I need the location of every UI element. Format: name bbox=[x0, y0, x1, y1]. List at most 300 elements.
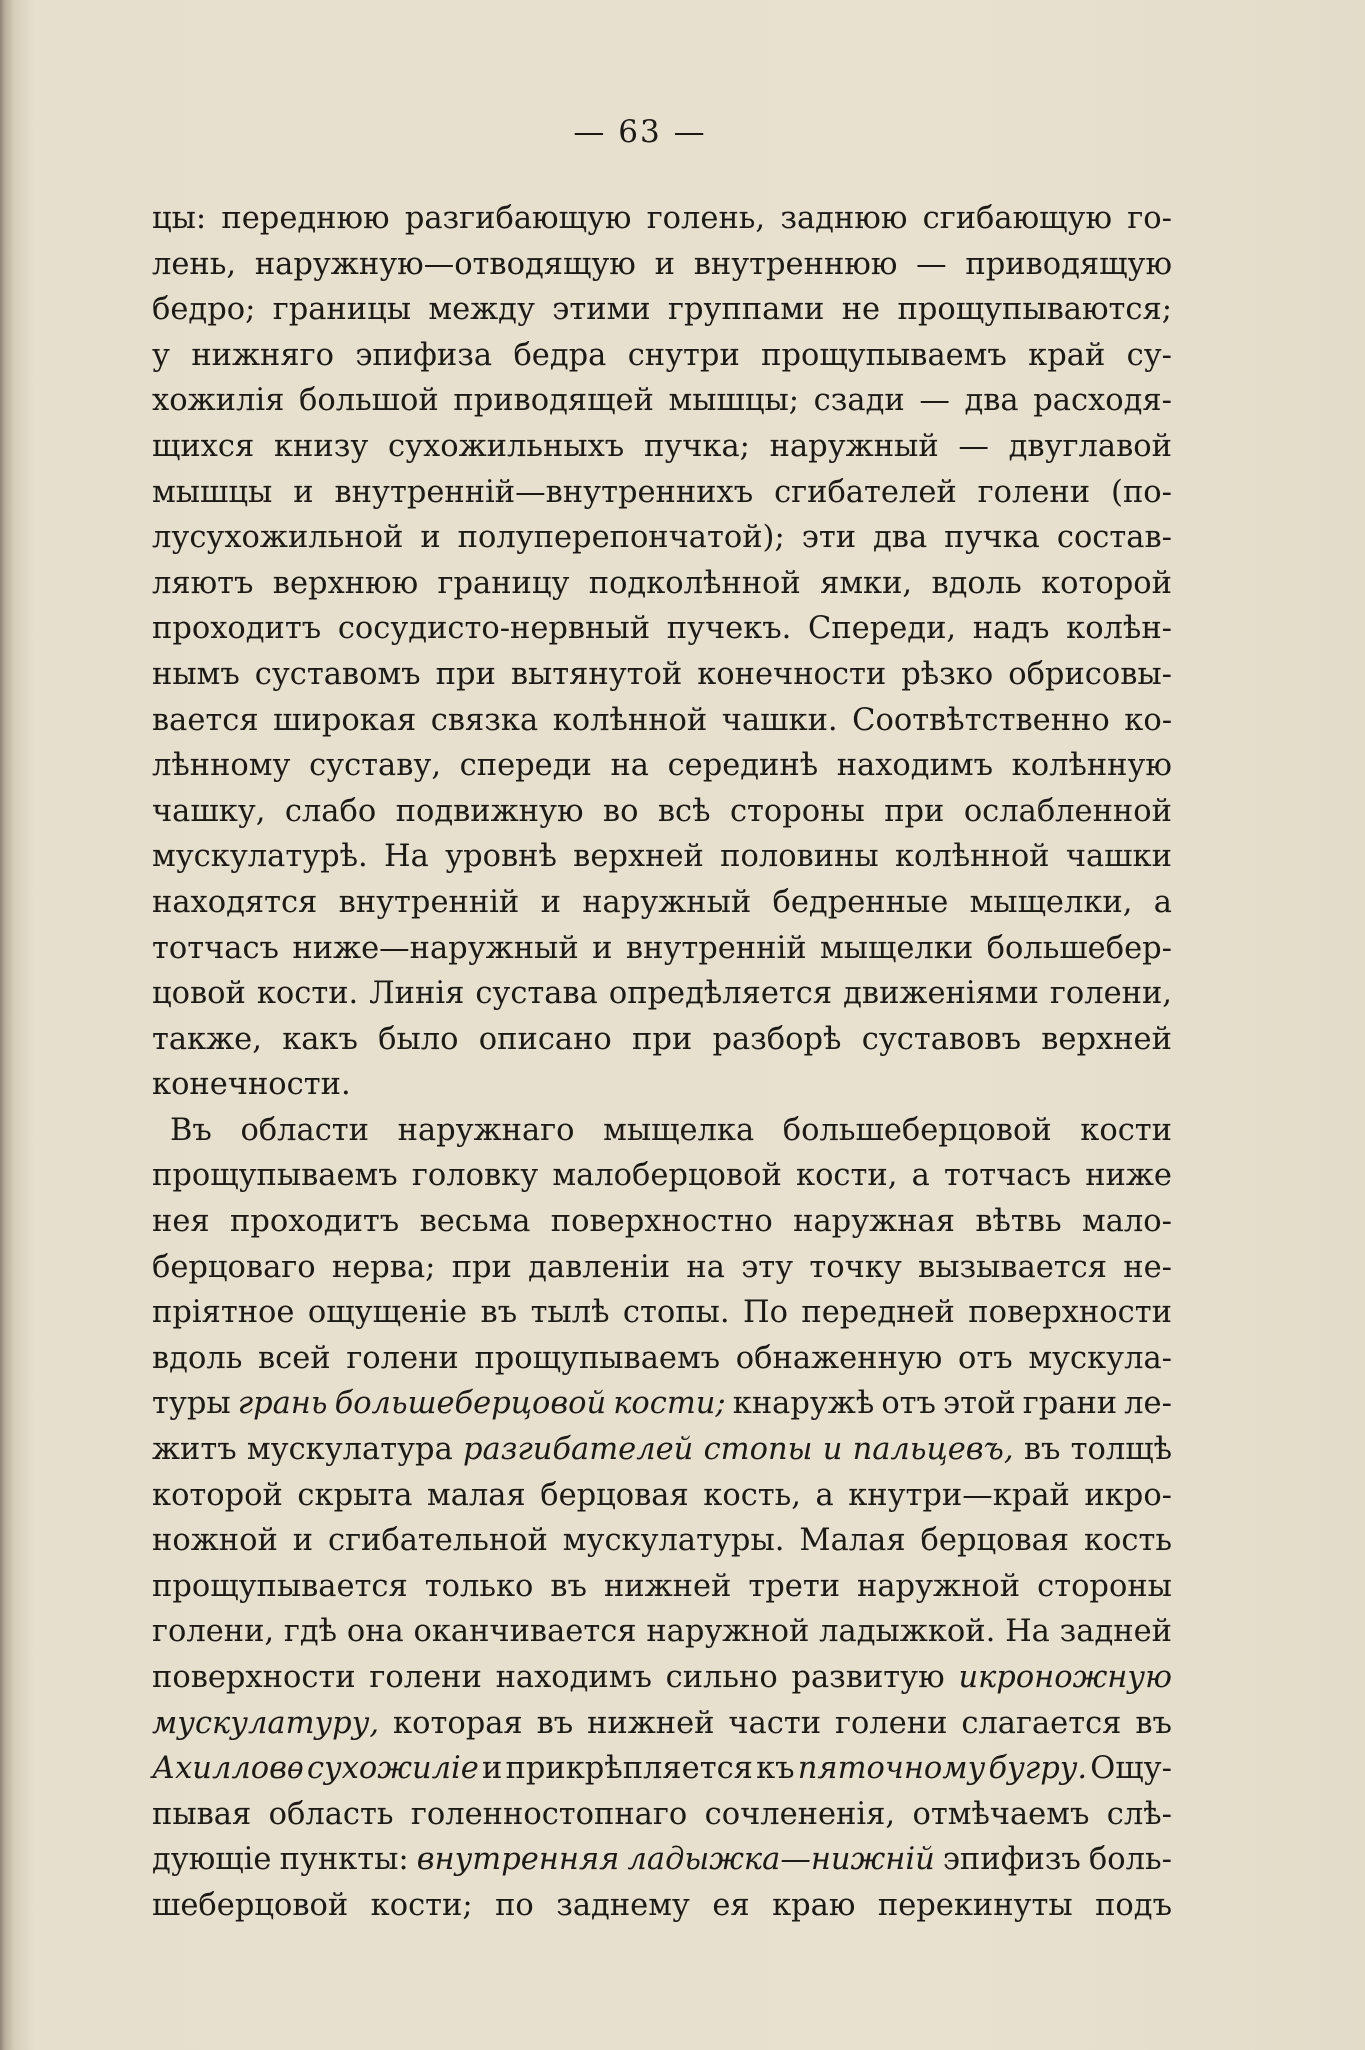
word: прощупывается bbox=[152, 1568, 408, 1604]
body-text bbox=[152, 196, 1172, 1929]
word: наружной bbox=[646, 1614, 810, 1650]
word: приводящую bbox=[965, 246, 1172, 282]
word: внутренній bbox=[338, 884, 520, 920]
word: отъ bbox=[957, 1340, 1013, 1376]
word: Въ bbox=[170, 1112, 212, 1148]
word: большеберцовой bbox=[782, 1112, 1052, 1148]
word: бедро; bbox=[152, 292, 256, 328]
word: границы bbox=[272, 292, 411, 328]
word: слѣ- bbox=[1106, 1796, 1172, 1832]
word: заднему bbox=[556, 1887, 690, 1923]
word: задней bbox=[1059, 1614, 1172, 1650]
word: половины bbox=[720, 839, 879, 875]
word: передней bbox=[801, 1295, 955, 1331]
word: которая bbox=[393, 1705, 523, 1741]
text-line bbox=[152, 378, 1172, 424]
word: отъ bbox=[881, 1386, 936, 1422]
word: стопы bbox=[703, 1432, 813, 1468]
word: внутреннюю bbox=[693, 246, 898, 282]
word: перекинуты bbox=[877, 1887, 1073, 1923]
word: въ bbox=[1135, 1705, 1172, 1741]
word: границу bbox=[437, 565, 570, 601]
word: описано bbox=[478, 1021, 612, 1057]
word: нижняго bbox=[191, 337, 334, 373]
word: опредѣляется bbox=[608, 976, 833, 1012]
word: сгибательной bbox=[328, 1523, 548, 1559]
word: группами bbox=[668, 292, 825, 328]
word: и bbox=[420, 520, 441, 556]
word: тотчасъ bbox=[152, 930, 279, 966]
word: подъ bbox=[1095, 1887, 1172, 1923]
word: пучекъ. bbox=[666, 611, 792, 647]
word: всей bbox=[257, 1340, 331, 1376]
word: движеніями bbox=[843, 976, 1039, 1012]
word: слагается bbox=[961, 1705, 1122, 1741]
word: гдѣ bbox=[283, 1614, 338, 1650]
text-line bbox=[152, 1518, 1172, 1564]
word: подвижную bbox=[395, 793, 584, 829]
word: прощупываемъ bbox=[474, 1340, 721, 1376]
word: — bbox=[919, 383, 950, 419]
word: скрыта bbox=[297, 1477, 413, 1513]
word: надъ bbox=[972, 611, 1050, 647]
word: наружный bbox=[769, 428, 939, 464]
word: щихся bbox=[152, 428, 255, 464]
word: части bbox=[728, 1705, 822, 1741]
word: къ bbox=[756, 1751, 795, 1787]
word: лѣнному bbox=[152, 748, 291, 784]
word: голенностопнаго bbox=[410, 1796, 688, 1832]
word: кости bbox=[1080, 1112, 1172, 1148]
text-line bbox=[152, 698, 1172, 744]
word: находимъ bbox=[836, 748, 994, 784]
word: слабо bbox=[284, 793, 377, 829]
word: которой bbox=[1041, 565, 1172, 601]
word: конечности bbox=[697, 656, 887, 692]
text-line bbox=[152, 1290, 1172, 1336]
word: Ахилловѳ bbox=[152, 1751, 304, 1787]
text-line bbox=[152, 1883, 1172, 1929]
word: не bbox=[841, 292, 881, 328]
word: разгибающую bbox=[404, 201, 632, 236]
word: находимъ bbox=[495, 1660, 652, 1695]
text-line bbox=[152, 1837, 1172, 1883]
word: малая bbox=[426, 1477, 526, 1513]
word: внутренняя bbox=[416, 1842, 620, 1878]
word: голени bbox=[834, 1705, 948, 1741]
word: колѣн- bbox=[1066, 611, 1172, 647]
text-line bbox=[152, 789, 1172, 835]
text-line bbox=[152, 470, 1172, 516]
word: мыщелка bbox=[603, 1112, 755, 1148]
word: Спереди, bbox=[808, 611, 957, 647]
word: кости; bbox=[613, 1386, 726, 1422]
word: икроножную bbox=[958, 1660, 1172, 1695]
word: вызывается bbox=[918, 1249, 1108, 1285]
word: обрисовы- bbox=[1008, 656, 1172, 692]
word: стопы. bbox=[622, 1295, 730, 1331]
word: На bbox=[1005, 1614, 1050, 1650]
word: и bbox=[293, 474, 314, 510]
word: лень, bbox=[152, 246, 237, 282]
word: большеберцовой bbox=[334, 1386, 607, 1422]
word: ко- bbox=[1124, 702, 1172, 738]
word: ляютъ bbox=[152, 565, 254, 601]
text-line bbox=[152, 1473, 1172, 1519]
word: трети bbox=[748, 1568, 841, 1604]
word: нымъ bbox=[152, 656, 240, 692]
word: сгибателей bbox=[774, 474, 957, 510]
word: По bbox=[742, 1295, 788, 1331]
word: су- bbox=[1126, 337, 1172, 373]
word: тотчасъ bbox=[944, 1158, 1071, 1194]
word: нея bbox=[152, 1204, 210, 1240]
word: ямки, bbox=[820, 565, 913, 601]
word: На bbox=[384, 839, 429, 875]
word: кнутри—край bbox=[848, 1477, 1070, 1513]
word: ножной bbox=[152, 1523, 278, 1559]
word: ея bbox=[712, 1887, 750, 1923]
text-line bbox=[152, 1427, 1172, 1473]
word: разборѣ bbox=[712, 1021, 842, 1057]
word: двуглавой bbox=[1008, 428, 1172, 464]
word: голени bbox=[346, 1340, 459, 1376]
word: пяточному bbox=[797, 1751, 986, 1787]
word: при bbox=[884, 793, 945, 829]
word: приводящей bbox=[453, 383, 654, 419]
word: а bbox=[1153, 884, 1172, 920]
word: по bbox=[495, 1887, 534, 1923]
text-line bbox=[152, 242, 1172, 288]
word: вается bbox=[152, 702, 259, 738]
word: (по- bbox=[1111, 474, 1172, 510]
word: эти bbox=[801, 520, 857, 556]
word: ладыжкой. bbox=[819, 1614, 996, 1650]
word: колѣнной bbox=[552, 702, 708, 738]
word: пучка bbox=[944, 520, 1040, 556]
word: бедра bbox=[513, 337, 607, 373]
word: нерва; bbox=[331, 1249, 436, 1285]
word: чашку, bbox=[152, 793, 266, 829]
word: мускулатуру, bbox=[152, 1705, 380, 1741]
text-line bbox=[152, 1062, 1172, 1108]
page-number: — 63 — bbox=[573, 114, 707, 150]
text-line bbox=[152, 652, 1172, 698]
word: туры bbox=[152, 1386, 231, 1422]
word: лусухожильной bbox=[152, 520, 404, 556]
word: Линія bbox=[369, 976, 465, 1012]
word: этими bbox=[552, 292, 651, 328]
word: ниже bbox=[1085, 1158, 1172, 1194]
word: сильно bbox=[665, 1660, 778, 1695]
word: уровнѣ bbox=[445, 839, 557, 875]
text-line bbox=[152, 1245, 1172, 1291]
word: ниже—наружный bbox=[292, 930, 579, 966]
word: она bbox=[346, 1614, 404, 1650]
word: большой bbox=[298, 383, 439, 419]
text-line bbox=[152, 333, 1172, 379]
word: при bbox=[632, 1021, 693, 1057]
word: кости; bbox=[370, 1887, 473, 1923]
word: состав- bbox=[1056, 520, 1172, 556]
word: ощущеніе bbox=[307, 1295, 468, 1331]
word: обнаженную bbox=[735, 1340, 943, 1376]
word: го- bbox=[1127, 201, 1172, 236]
word: толщѣ bbox=[1070, 1432, 1172, 1468]
word: снутри bbox=[627, 337, 740, 373]
word: Малая bbox=[799, 1523, 906, 1559]
word: мускулатура bbox=[246, 1432, 453, 1468]
word: у bbox=[152, 337, 170, 373]
text-line bbox=[152, 515, 1172, 561]
word: сзади bbox=[813, 383, 905, 419]
text-line bbox=[152, 424, 1172, 470]
text-line bbox=[152, 971, 1172, 1017]
word: мало- bbox=[1081, 1204, 1172, 1240]
word: мышцы bbox=[152, 474, 273, 510]
word: стороны bbox=[1037, 1568, 1172, 1604]
word: кость, bbox=[703, 1477, 801, 1513]
word: краю bbox=[772, 1887, 856, 1923]
word: во bbox=[602, 793, 639, 829]
word: чашки. bbox=[721, 702, 838, 738]
word: голени, bbox=[1049, 976, 1172, 1012]
word: наружную—отводящую bbox=[254, 246, 636, 282]
word: суставу, bbox=[309, 748, 442, 784]
word: кости. bbox=[256, 976, 359, 1012]
word: также, bbox=[152, 1021, 262, 1057]
word: прощупываемъ bbox=[152, 1158, 398, 1194]
word: тылѣ bbox=[530, 1295, 610, 1331]
word: и bbox=[292, 1523, 314, 1559]
word: Ощу- bbox=[1090, 1751, 1172, 1787]
word: икро- bbox=[1084, 1477, 1172, 1513]
text-line bbox=[152, 1017, 1172, 1063]
word: сосудисто-нервный bbox=[337, 611, 651, 647]
word: голени bbox=[369, 1660, 482, 1695]
word: голени, bbox=[152, 1614, 275, 1650]
text-line bbox=[152, 1609, 1172, 1655]
word: суставомъ bbox=[254, 656, 421, 692]
word: оканчивается bbox=[413, 1614, 637, 1650]
word: этой bbox=[943, 1386, 1016, 1422]
word: ле- bbox=[1124, 1386, 1172, 1422]
word: вдоль bbox=[152, 1340, 243, 1376]
word: берцовая bbox=[540, 1477, 689, 1513]
word: стороны bbox=[729, 793, 865, 829]
word: прощупываемъ bbox=[761, 337, 1007, 373]
word: вдоль bbox=[931, 565, 1022, 601]
word: берцовая bbox=[920, 1523, 1070, 1559]
word: переднюю bbox=[221, 201, 390, 236]
text-line bbox=[152, 1701, 1172, 1747]
text-line bbox=[152, 1108, 1172, 1154]
word: прикрѣпляется bbox=[505, 1751, 753, 1787]
text-line bbox=[152, 287, 1172, 333]
word: находятся bbox=[152, 884, 318, 920]
word: цовой bbox=[152, 976, 246, 1012]
word: наружная bbox=[793, 1204, 955, 1240]
text-line bbox=[152, 1655, 1172, 1701]
word: край bbox=[1028, 337, 1106, 373]
word: вѣтвь bbox=[975, 1204, 1062, 1240]
word: проходитъ bbox=[152, 611, 322, 647]
word: вытянутой bbox=[510, 656, 683, 692]
word: грани bbox=[1022, 1386, 1118, 1422]
word: боль- bbox=[1088, 1842, 1172, 1878]
word: весьма bbox=[419, 1204, 531, 1240]
word: и bbox=[822, 1432, 843, 1468]
word: въ bbox=[550, 1568, 587, 1604]
word: сгибающую bbox=[922, 201, 1113, 236]
word: поверхности bbox=[968, 1295, 1172, 1331]
word: и bbox=[592, 930, 613, 966]
word: малоберцовой bbox=[552, 1158, 782, 1194]
word: мускула- bbox=[1028, 1340, 1172, 1376]
word: бугру. bbox=[988, 1751, 1088, 1787]
text-line bbox=[152, 1199, 1172, 1245]
text-line bbox=[152, 1746, 1172, 1792]
word: колѣнной bbox=[894, 839, 1050, 875]
word: два bbox=[964, 383, 1019, 419]
word: эпифиза bbox=[355, 337, 493, 373]
word: поверхности bbox=[152, 1660, 356, 1695]
word: въ bbox=[480, 1295, 518, 1331]
word: колѣнную bbox=[1011, 748, 1172, 784]
word: подколѣнной bbox=[588, 565, 801, 601]
word: внутренній—внутреннихъ bbox=[334, 474, 754, 510]
word: наружнаго bbox=[397, 1112, 575, 1148]
word: расходя- bbox=[1033, 383, 1172, 419]
word: шеберцовой bbox=[152, 1887, 349, 1923]
word: пальцевъ, bbox=[852, 1432, 1014, 1468]
text-line bbox=[152, 196, 1172, 242]
word: въ bbox=[536, 1705, 574, 1741]
text-line bbox=[152, 1381, 1172, 1427]
word: пріятное bbox=[152, 1295, 295, 1331]
word: хожилія bbox=[152, 383, 285, 419]
word: цы: bbox=[152, 201, 207, 236]
word: верхней bbox=[573, 839, 704, 875]
word: бедренные bbox=[772, 884, 949, 920]
word: и bbox=[482, 1751, 503, 1787]
word: кость bbox=[1083, 1523, 1172, 1559]
word: развитую bbox=[791, 1660, 945, 1695]
word: кости, bbox=[796, 1158, 898, 1194]
word: области bbox=[240, 1112, 370, 1148]
word: голень, bbox=[646, 201, 766, 236]
word: широкая bbox=[273, 702, 417, 738]
word: книзу bbox=[273, 428, 369, 464]
word: эту bbox=[741, 1249, 794, 1285]
word: сустава bbox=[475, 976, 598, 1012]
word: ладыжка—нижній bbox=[627, 1842, 935, 1878]
word: мышцы; bbox=[668, 383, 800, 419]
word: два bbox=[873, 520, 928, 556]
word: между bbox=[428, 292, 535, 328]
word: серединѣ bbox=[667, 748, 819, 784]
word: кнаружѣ bbox=[732, 1386, 875, 1422]
text-line bbox=[152, 834, 1172, 880]
word: — bbox=[916, 246, 947, 282]
word: берцоваго bbox=[152, 1249, 316, 1285]
word: которой bbox=[152, 1477, 283, 1513]
word: заднюю bbox=[780, 201, 908, 236]
text-line bbox=[152, 1564, 1172, 1610]
word: при bbox=[451, 1249, 512, 1285]
word: не- bbox=[1123, 1249, 1172, 1285]
text-line bbox=[152, 1153, 1172, 1199]
word: связка bbox=[430, 702, 539, 738]
word: мыщелки bbox=[820, 930, 974, 966]
word: при bbox=[435, 656, 496, 692]
word: а bbox=[815, 1477, 834, 1513]
word: голени bbox=[977, 474, 1091, 510]
word: житъ bbox=[152, 1432, 237, 1468]
word: Соотвѣтственно bbox=[852, 702, 1110, 738]
text-line bbox=[152, 880, 1172, 926]
word: давленіи bbox=[528, 1249, 671, 1285]
word: мыщелки, bbox=[969, 884, 1133, 920]
word: область bbox=[268, 1796, 394, 1832]
word: мускулатуры. bbox=[562, 1523, 785, 1559]
text-line bbox=[152, 606, 1172, 652]
word: дующіе bbox=[152, 1842, 272, 1878]
word: отмѣчаемъ bbox=[912, 1796, 1090, 1832]
word: большебер- bbox=[986, 930, 1172, 966]
word: нижней bbox=[587, 1705, 715, 1741]
word: пучка; bbox=[643, 428, 750, 464]
word: конечности. bbox=[152, 1067, 351, 1103]
word: мускулатурѣ. bbox=[152, 839, 368, 875]
word: а bbox=[911, 1158, 930, 1194]
word: — bbox=[958, 428, 989, 464]
word: головку bbox=[411, 1158, 539, 1194]
word: сочлененія, bbox=[704, 1796, 896, 1832]
word: сухожиліе bbox=[306, 1751, 479, 1787]
word: и bbox=[654, 246, 675, 282]
word: нижней bbox=[603, 1568, 732, 1604]
word: на bbox=[686, 1249, 725, 1285]
word: верхнюю bbox=[272, 565, 419, 601]
word: чашки bbox=[1065, 839, 1172, 875]
word: пункты: bbox=[279, 1842, 409, 1878]
word: грань bbox=[237, 1386, 328, 1422]
word: точку bbox=[809, 1249, 902, 1285]
text-line bbox=[152, 743, 1172, 789]
text-line bbox=[152, 926, 1172, 972]
word: рѣзко bbox=[901, 656, 994, 692]
word: было bbox=[378, 1021, 459, 1057]
word: въ bbox=[1023, 1432, 1061, 1468]
word: наружный bbox=[582, 884, 752, 920]
text-line bbox=[152, 561, 1172, 607]
word: эпифизъ bbox=[942, 1842, 1081, 1878]
word: пывая bbox=[152, 1796, 252, 1832]
word: проходитъ bbox=[230, 1204, 400, 1240]
word: наружной bbox=[857, 1568, 1021, 1604]
text-line bbox=[152, 1792, 1172, 1838]
word: верхней bbox=[1041, 1021, 1172, 1057]
word: на bbox=[610, 748, 649, 784]
word: прощупываются; bbox=[897, 292, 1172, 328]
word: сухожильныхъ bbox=[388, 428, 625, 464]
word: спереди bbox=[459, 748, 592, 784]
text-line bbox=[152, 1336, 1172, 1382]
word: какъ bbox=[282, 1021, 358, 1057]
word: суставовъ bbox=[861, 1021, 1021, 1057]
word: только bbox=[424, 1568, 534, 1604]
